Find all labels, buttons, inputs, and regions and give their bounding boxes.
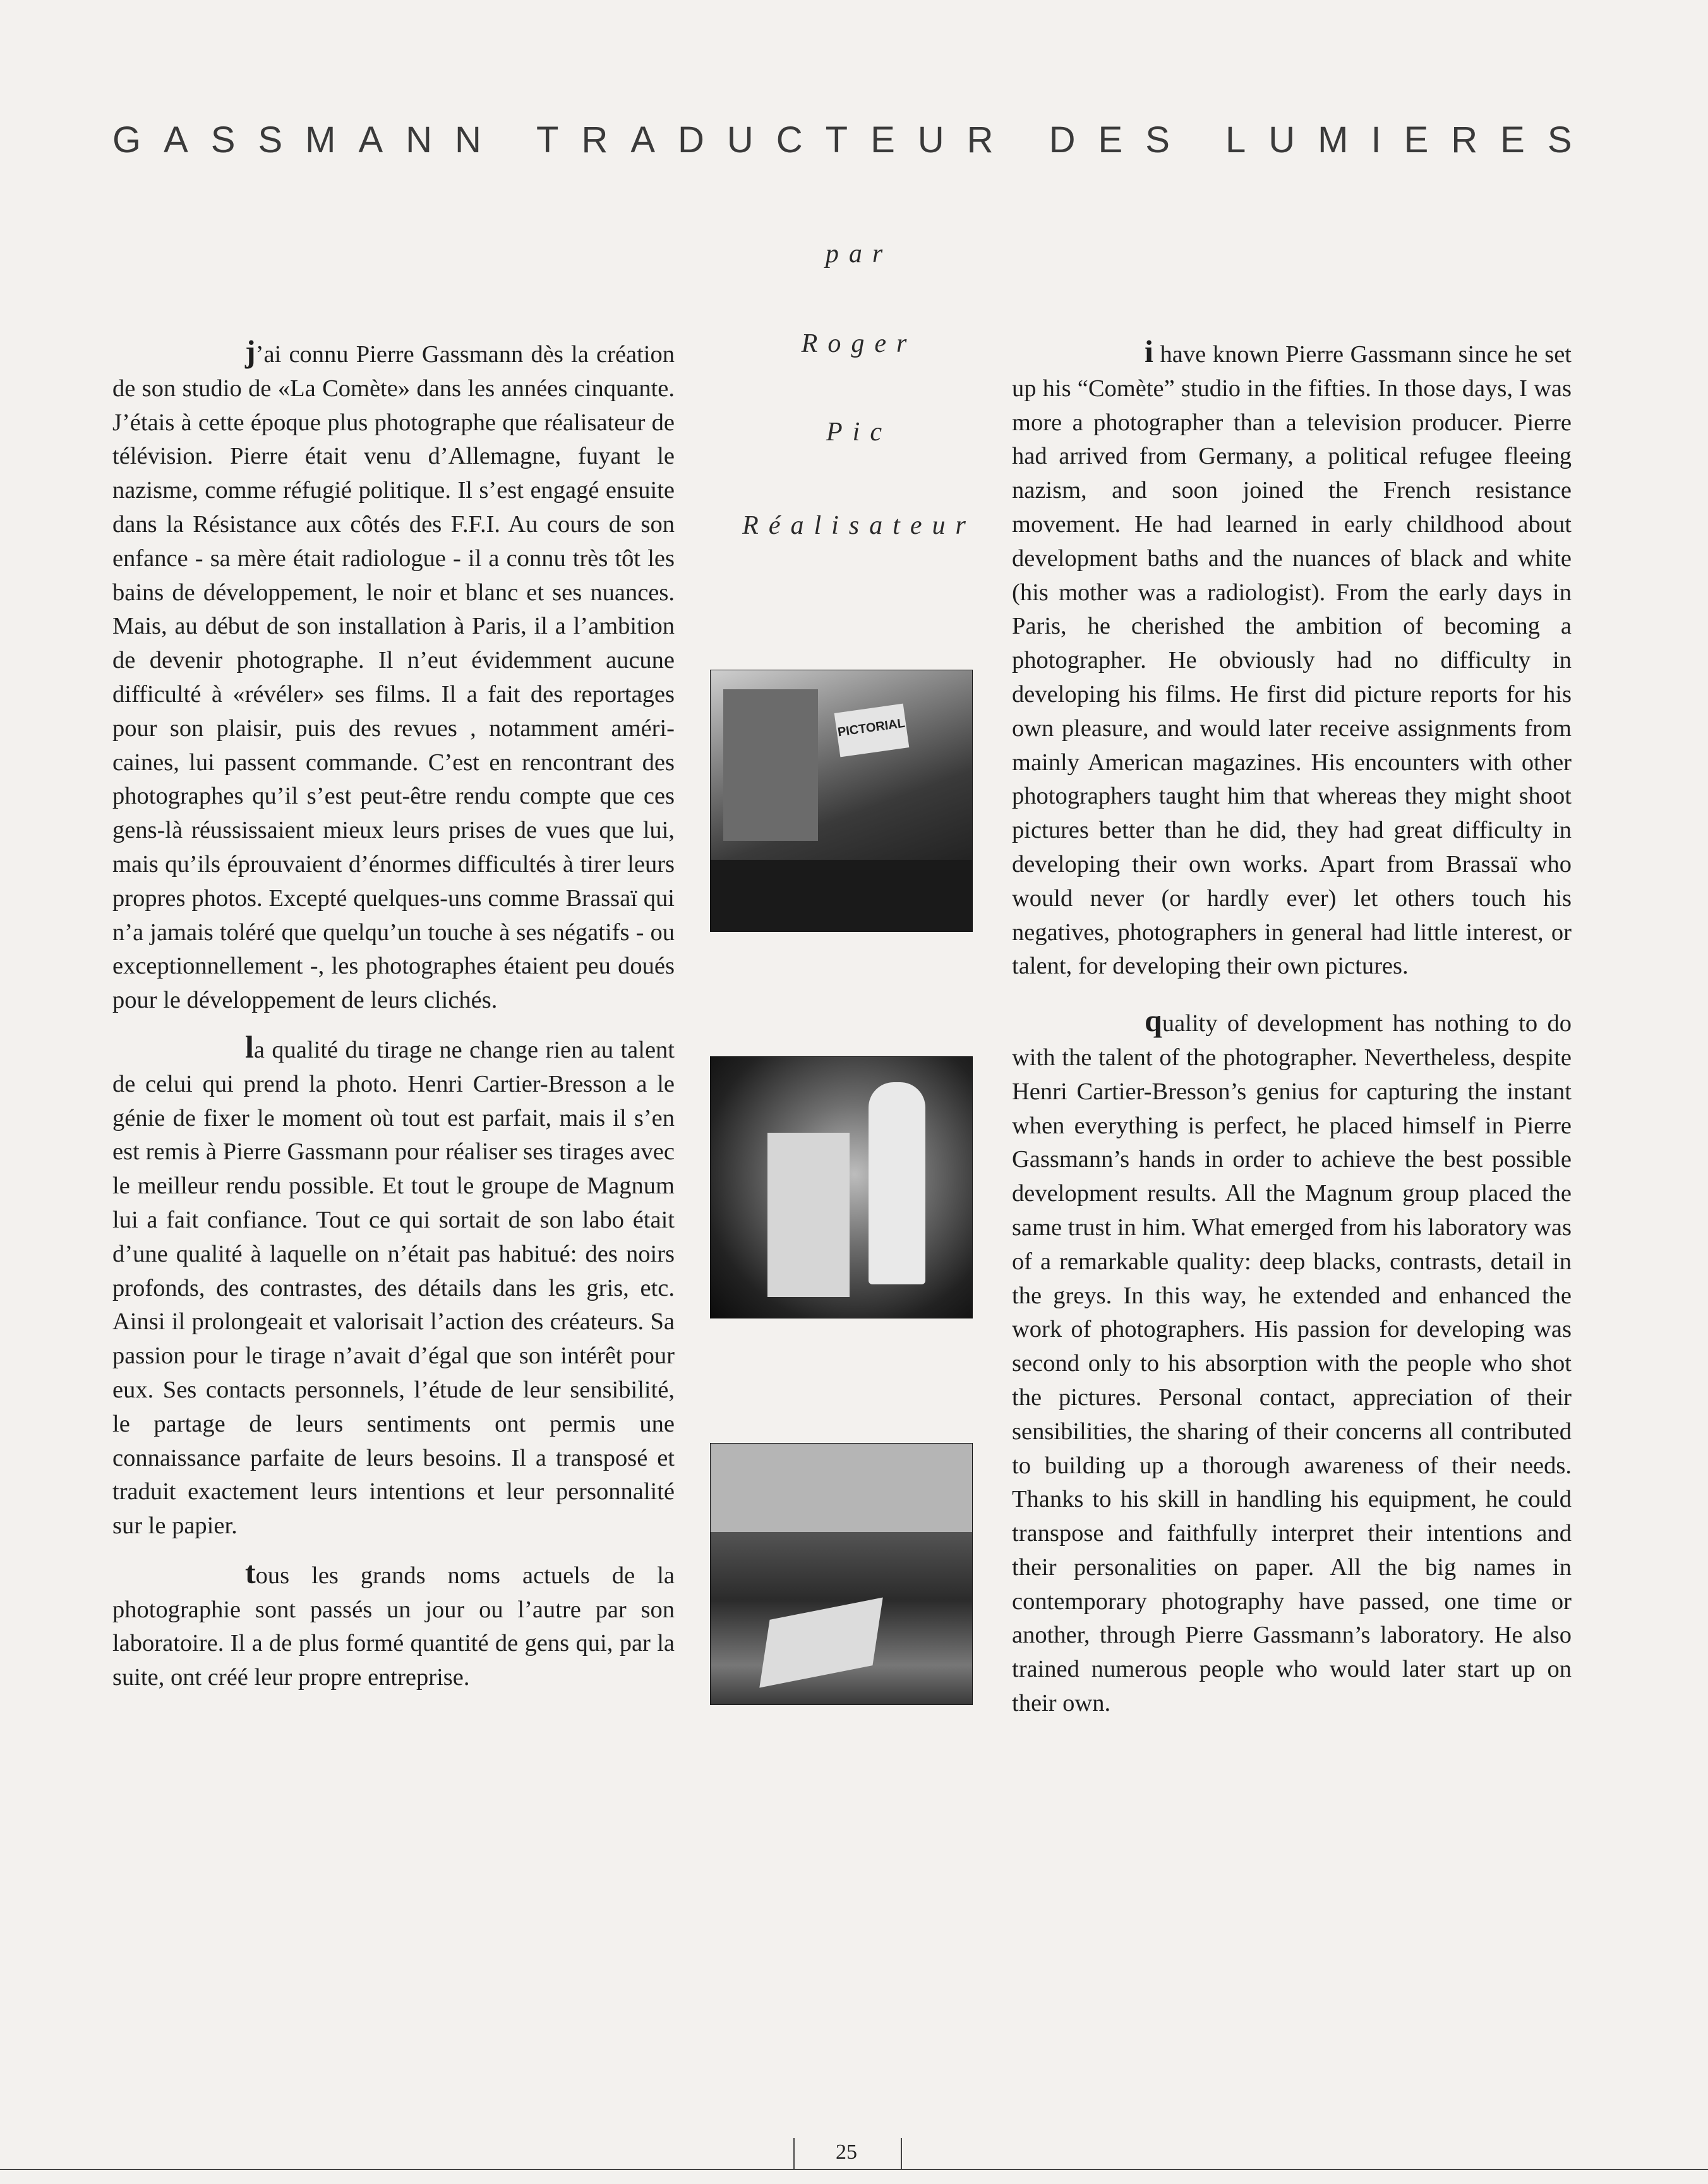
dropcap: l xyxy=(245,1029,254,1065)
byline-first-name: Roger xyxy=(801,329,917,358)
french-paragraph-1 xyxy=(112,335,675,1018)
paragraph-text: ous les grands noms actuels de la photographie sont passés un jour ou l’autre par son laboratoire. Il a de plus formé quantité de gens qui, par la suite, ont créé leur propre entreprise. xyxy=(112,1562,675,1691)
photographer-figure xyxy=(869,1082,925,1284)
french-paragraph-2 xyxy=(112,1030,675,1543)
reflector-board xyxy=(759,1598,882,1688)
background-buildings xyxy=(711,1444,972,1532)
byline-role: Réalisateur xyxy=(742,511,976,540)
display-frame xyxy=(767,1133,850,1297)
page-number: 25 xyxy=(836,2140,857,2164)
english-column xyxy=(1012,335,1572,1721)
sign-text: PICTORIAL xyxy=(836,716,906,740)
paragraph-text: ’ai connu Pierre Gassmann dès la création de son studio de «La Comète» dans les années cinquante. J’étais à cette époque plus photographe que réalisateur de télévision. Pierre était venu d’Allemagne, fuyant le nazisme, comme réfugié politique. Il s’est engagé ensuite dans la Résistance aux côtés des F.F.I. Au cours de son enfance - sa mère était radiologue - il a connu très tôt les bains de développement, le noir et blanc et ses nuances. Mais, au début de son installation à Paris, il a l’ambition de devenir photographe. Il n’eut évidemment aucune difficulté à «révéler» ses films. Il a fait des reportages pour son plaisir, puis des revues , notamment américaines, lui passent commande. C’est en rencontrant des photographes qu’il s’est peut-être rendu compte que ces gens-là réussissaient mieux leurs prises de vues que lui, mais qu’ils éprouvaient d’énormes difficultés à tirer leurs propres photos. Excepté quelques-uns comme Brassaï qui n’a jamais toléré que quelqu’un touche à ses négatifs - ou exceptionnellement -, les photographes étaient peu doués pour le développement de leurs clichés. xyxy=(112,341,675,1014)
english-paragraph-2 xyxy=(1012,1004,1572,1721)
dropcap: q xyxy=(1145,1003,1162,1039)
pictorial-sign xyxy=(834,704,910,757)
dropcap: i xyxy=(1145,334,1153,369)
photo-photographer-with-camera xyxy=(710,1056,973,1318)
photo-square-with-board xyxy=(710,1443,973,1705)
french-column xyxy=(112,335,675,1695)
byline-par: par xyxy=(825,239,893,268)
paragraph-text: uality of development has nothing to do with the talent of the photographer. Nevertheless, despite Henri Cartier-Bresson’s genius for capturing the instant when everything is perfect, he placed himself in Pierre Gassmann’s hands in order to achieve the best possible development results. All the Magnum group placed the same trust in him. What emerged from his laboratory was of a remarkable quality: deep blacks, contrasts, detail in the greys. In this way, he extended and enhanced the work of photographers. His passion for developing was second only to his absorption with the people who shot the pictures. Personal contact, appreciation of their sensibilities, the sharing of their concerns all contributed to building up a thorough awareness of their needs. Thanks to his skill in handling his equipment, he could transpose and faithfully interpret their intentions and their personalities on paper. All the big names in contemporary photography have passed, one time or another, through Pierre Gassmann’s laboratory. He also trained numerous people who would later start up on their own. xyxy=(1012,1010,1572,1717)
dropcap: t xyxy=(245,1554,256,1590)
page-title: GASSMANN TRADUCTEUR DES LUMIERES xyxy=(112,119,1595,160)
paragraph-text: a qualité du tirage ne change rien au talent de celui qui prend la photo. Henri Cartier-Bresson a le génie de fixer le moment où tout est parfait, mais il s’en est remis à Pierre Gassmann pour réaliser ses tirages avec le meilleur rendu possible. Et tout le groupe de Magnum lui a fait confiance. Tout ce qui sortait de son labo était d’une qualité à laquelle on n’était pas habitué: des noirs profonds, des contrastes, des détails dans les gris, etc. Ainsi il prolongeait et valorisait l’action des créateurs. Sa passion pour le tirage n’avait d’égal que son intérêt pour eux. Ses contacts personnels, l’étude de leur sensibilité, le partage de leurs sentiments ont permis une connaissance parfaite de leurs besoins. Il a transposé et traduit exactement leurs intentions et leur personnalité sur le papier. xyxy=(112,1036,675,1540)
photo-street-scene xyxy=(710,670,973,932)
french-paragraph-3 xyxy=(112,1556,675,1695)
paragraph-text: have known Pierre Gassmann since he set up his “Comète” studio in the fifties. In those days, I was more a photographer than a television producer. Pierre had arrived from Germany, a political refugee fleeing nazism, and soon joined the French resistance movement. He had learned in early childhood about development baths and the nuances of black and white (his mother was a radiologist). From the early days in Paris, he cherished the ambition of becoming a photographer. He obviously had no difficulty in developing his films. He first did picture reports for his own pleasure, and would later receive assignments from mainly American magazines. His encounters with other photographers taught him that whereas they might shoot pictures better than he did, they had great difficulty in developing their own works. Apart from Brassaï who would never (or hardly ever) let others touch his negatives, photographers in general had little interest, or talent, for developing their own pictures. xyxy=(1012,341,1572,980)
street-ground xyxy=(711,860,972,931)
english-paragraph-1 xyxy=(1012,335,1572,984)
building xyxy=(723,689,818,841)
byline-last-name: Pic xyxy=(826,418,892,447)
dropcap: j xyxy=(245,334,256,369)
